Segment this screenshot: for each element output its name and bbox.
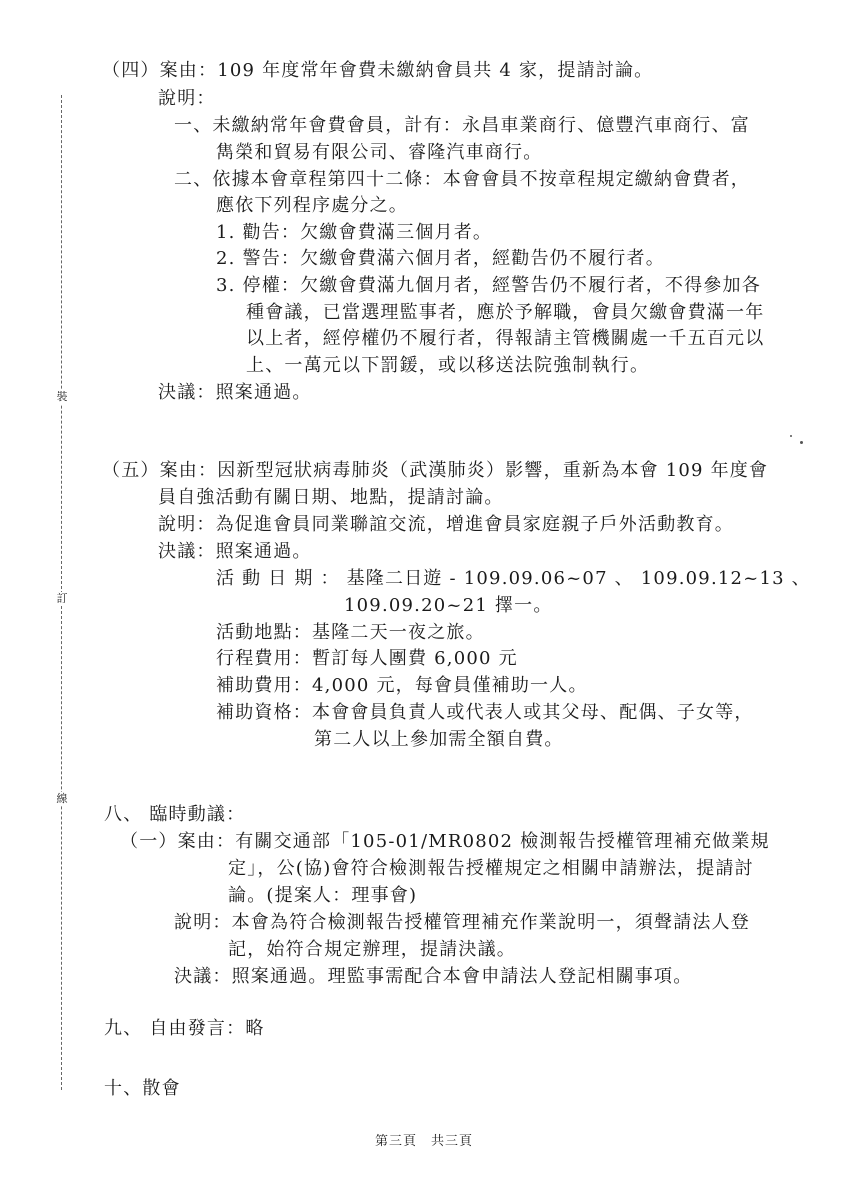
item5-case-line: （五）案由：因新型冠狀病毒肺炎（武漢肺炎）影響，重新為本會 109 年度會	[102, 460, 769, 481]
item4-step3-cont3: 上、一萬元以下罰鍰，或以移送法院強制執行。	[246, 355, 650, 376]
item5-resolution: 決議：照案通過。	[158, 541, 312, 562]
item5-trip-cost: 行程費用：暫訂每人團費 6,000 元	[216, 648, 518, 669]
section9-free-speech: 九、 自由發言：略	[104, 1018, 265, 1039]
binding-label-mid: 訂	[54, 592, 70, 606]
item4-point1: 一、未繳納常年會費會員，計有：永昌車業商行、億豐汽車商行、富	[174, 115, 750, 136]
binding-label-top: 裝	[54, 390, 70, 404]
section8-resolution: 決議：照案通過。理監事需配合本會申請法人登記相關事項。	[174, 966, 693, 987]
scan-speck	[800, 441, 803, 444]
section10-adjournment: 十、散會	[104, 1078, 181, 1099]
section8-case-cont1: 定」，公(協)會符合檢測報告授權規定之相關申請辦法，提請討	[228, 858, 754, 879]
item5-activity-date-cont: 109.09.20~21 擇一。	[344, 595, 553, 616]
section8-heading: 八、 臨時動議：	[104, 804, 246, 825]
item4-point1-cont: 雋榮和貿易有限公司、睿隆汽車商行。	[216, 142, 543, 163]
item4-point2-cont: 應依下列程序處分之。	[216, 195, 408, 216]
item5-case-cont: 員自強活動有關日期、地點，提請討論。	[158, 487, 504, 508]
item5-explanation: 說明：為促進會員同業聯誼交流，增進會員家庭親子戶外活動教育。	[158, 514, 734, 535]
item5-subsidy-eligibility: 補助資格：本會會員負責人或代表人或其父母、配偶、子女等，	[216, 702, 754, 723]
item4-step3-cont2: 以上者，經停權仍不履行者，得報請主管機關處一千五百元以	[246, 328, 765, 349]
binding-label-bottom: 線	[54, 792, 70, 806]
item4-resolution: 決議：照案通過。	[158, 382, 312, 403]
item5-activity-location: 活動地點：基隆二天一夜之旅。	[216, 622, 485, 643]
scan-speck	[790, 435, 792, 437]
item4-step2: 2. 警告：欠繳會費滿六個月者，經勸告仍不履行者。	[216, 248, 665, 269]
item5-activity-date: 活 動 日 期 ： 基隆二日遊 - 109.09.06~07 、 109.09.12~13 、	[216, 568, 811, 589]
item4-step1: 1. 勸告：欠繳會費滿三個月者。	[216, 222, 493, 243]
section8-case-line: （一）案由：有關交通部「105-01/MR0802 檢測報告授權管理補充做業規	[120, 831, 770, 852]
item4-step3: 3. 停權：欠繳會費滿九個月者，經警告仍不履行者，不得參加各	[216, 275, 761, 296]
section8-explanation: 說明：本會為符合檢測報告授權管理補充作業說明一，須聲請法人登	[174, 912, 750, 933]
item5-subsidy-eligibility-cont: 第二人以上參加需全額自費。	[314, 729, 564, 750]
section8-case-cont2: 論。(提案人：理事會)	[228, 885, 418, 906]
item4-case-line: （四）案由：109 年度常年會費未繳納會員共 4 家，提請討論。	[102, 60, 654, 81]
page-footer: 第三頁 共三頁	[374, 1134, 473, 1149]
section8-explanation-cont: 記，始符合規定辦理，提請決議。	[228, 939, 516, 960]
item5-subsidy-amount: 補助費用：4,000 元，每會員僅補助一人。	[216, 675, 588, 696]
item4-step3-cont1: 種會議，已當選理監事者，應於予解職，會員欠繳會費滿一年	[246, 302, 765, 323]
item4-explanation-label: 說明：	[158, 88, 216, 109]
item4-point2: 二、依據本會章程第四十二條：本會會員不按章程規定繳納會費者，	[174, 169, 750, 190]
